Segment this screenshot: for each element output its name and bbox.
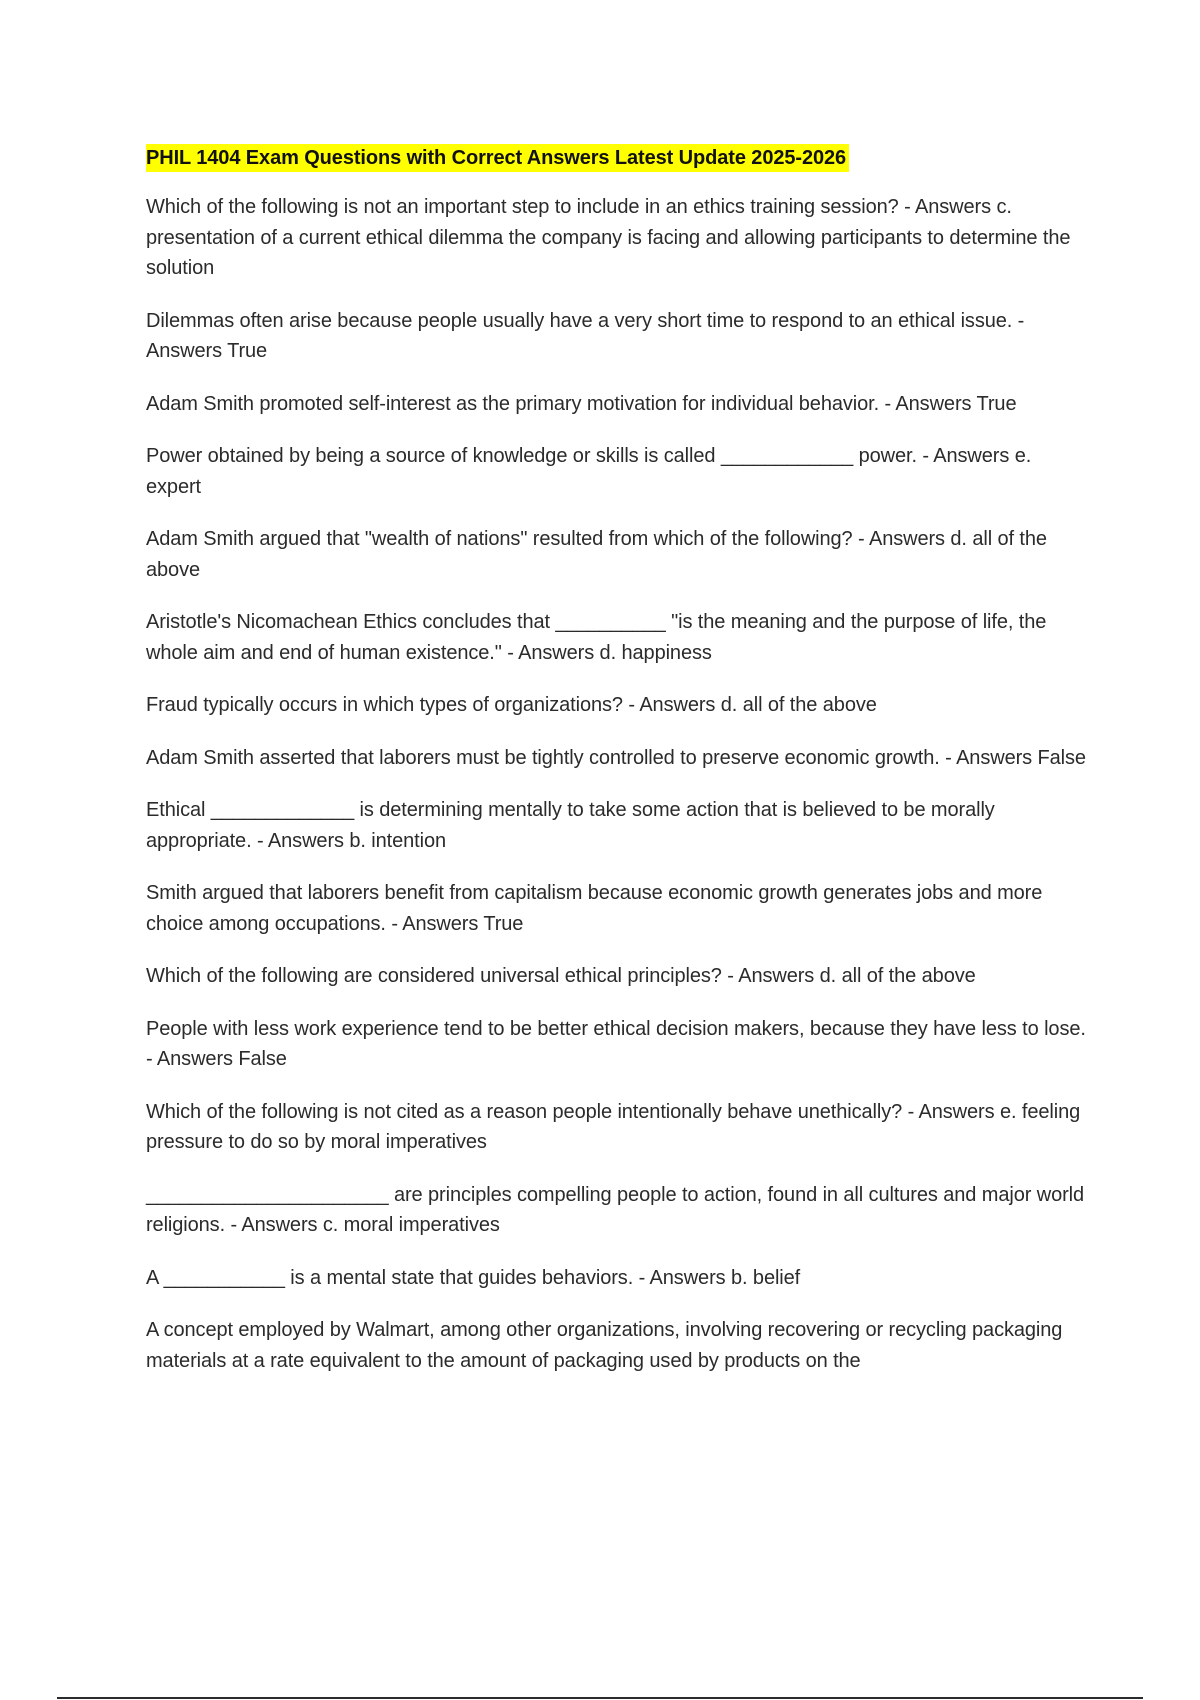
question-answer-item: A ___________ is a mental state that guides behaviors. - Answers b. belief xyxy=(146,1266,801,1289)
question-answer-item: Ethical _____________ is determining mentally to take some action that is believed to be morally appropriate. - Answers b. intention xyxy=(146,799,995,852)
question-answer-item: Dilemmas often arise because people usually have a very short time to respond to an ethical issue. - Answers True xyxy=(146,309,1025,362)
question-answer-item: Which of the following are considered universal ethical principles? - Answers d. all of the above xyxy=(146,965,976,987)
question-answer-item: Power obtained by being a source of knowledge or skills is called ____________ power. - Answers e. expert xyxy=(146,445,1032,498)
question-answer-item: People with less work experience tend to be better ethical decision makers, because they have less to lose. - Answers False xyxy=(146,1017,1086,1070)
page-bottom-divider xyxy=(57,1697,1143,1699)
question-answer-item: Which of the following is not cited as a reason people intentionally behave unethically? - Answers e. feeling pressure to do so by moral imperatives xyxy=(146,1100,1081,1153)
question-answer-item: Which of the following is not an important step to include in an ethics training session? - Answers c. presentation of a current ethical dilemma the company is facing and allowing participants to determine the solution xyxy=(146,196,1071,279)
question-answer-item: Smith argued that laborers benefit from capitalism because economic growth generates jobs and more choice among occupations. - Answers True xyxy=(146,882,1043,935)
question-answer-item: A concept employed by Walmart, among other organizations, involving recovering or recycling packaging materials at a rate equivalent to the amount of packaging used by products on the xyxy=(146,1319,1063,1372)
question-answer-item: ______________________ are principles compelling people to action, found in all cultures and major world religions. - Answers c. moral imperatives xyxy=(146,1183,1085,1236)
question-answer-item: Adam Smith promoted self-interest as the primary motivation for individual behavior. - Answers True xyxy=(146,392,1017,415)
document-title: PHIL 1404 Exam Questions with Correct Answers Latest Update 2025-2026 xyxy=(146,144,849,172)
question-answer-item: Fraud typically occurs in which types of organizations? - Answers d. all of the above xyxy=(146,694,877,716)
question-answer-item: Adam Smith argued that "wealth of nations" resulted from which of the following? - Answers d. all of the above xyxy=(146,528,1047,581)
question-answer-item: Aristotle's Nicomachean Ethics concludes that __________ "is the meaning and the purpose of life, the whole aim and end of human existence." - Answers d. happiness xyxy=(146,611,1047,664)
question-answer-item: Adam Smith asserted that laborers must be tightly controlled to preserve economic growth. - Answers False xyxy=(146,746,1086,769)
document-body xyxy=(146,144,1086,1398)
